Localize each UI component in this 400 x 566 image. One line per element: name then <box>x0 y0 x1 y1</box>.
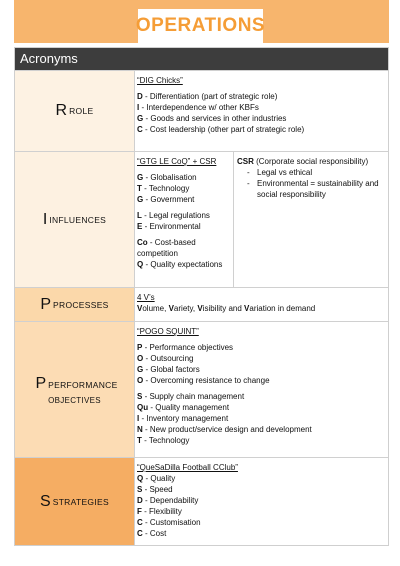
category-performance-objectives <box>15 322 135 457</box>
row-performance-objectives <box>15 321 388 457</box>
row-influences <box>15 151 388 287</box>
role-mnemonic: “DIG Chicks” <box>137 76 183 85</box>
strategies-label: STRATEGIES <box>52 496 109 507</box>
influences-mnemonic: “GTG LE CoQ” + CSR <box>137 157 217 166</box>
processes-line: Volume, Variety, Visibility and Variation in demand <box>137 304 316 313</box>
list-item: G - Government <box>137 195 195 204</box>
list-item: Co - Cost-based competition <box>137 238 196 258</box>
list-item: F - Flexibility <box>137 507 182 516</box>
row-processes <box>15 287 388 321</box>
influences-label: INFLUENCES <box>49 214 107 225</box>
list-item: G - Global factors <box>137 365 200 374</box>
list-item: E - Environmental <box>137 222 201 231</box>
list-item: - Legal vs ethical <box>257 167 387 178</box>
performance-letter: P <box>35 374 47 392</box>
list-item: N - New product/service design and development <box>137 425 312 434</box>
list-item: S - Supply chain management <box>137 392 245 401</box>
list-item: - Environmental = sustainability and social responsibility <box>257 178 387 200</box>
csr-list <box>237 167 387 200</box>
list-item: D - Differentiation (part of strategic role) <box>137 92 278 101</box>
list-item: P - Performance objectives <box>137 343 234 352</box>
performance-label-2: OBJECTIVES <box>48 395 101 405</box>
list-item: C - Customisation <box>137 518 201 527</box>
list-item: Qu - Quality management <box>137 403 230 412</box>
list-item: I - Interdependence w/ other KBFs <box>137 103 259 112</box>
list-item: S - Speed <box>137 485 173 494</box>
role-label: ROLE <box>69 106 94 116</box>
strategies-letter: S <box>40 492 51 510</box>
page-title: OPERATIONS <box>135 15 266 36</box>
row-role <box>15 70 388 151</box>
list-item: T - Technology <box>137 436 190 445</box>
list-item: O - Outsourcing <box>137 354 194 363</box>
performance-mnemonic: “POGO SQUINT” <box>137 327 199 336</box>
influences-divider <box>233 152 234 287</box>
performance-content <box>137 326 384 446</box>
list-item: C - Cost leadership (other part of strategic role) <box>137 125 305 134</box>
list-item: Q - Quality <box>137 474 176 483</box>
list-item: D - Dependability <box>137 496 199 505</box>
list-item: O - Overcoming resistance to change <box>137 376 270 385</box>
performance-label: PERFORMANCE <box>48 379 118 390</box>
strategies-content <box>137 462 384 539</box>
acronyms-heading: Acronyms <box>20 51 78 66</box>
list-item: G - Globalisation <box>137 173 197 182</box>
role-content <box>137 75 384 135</box>
category-strategies <box>15 458 135 545</box>
page-title-box <box>135 9 266 43</box>
list-item: Q - Quality expectations <box>137 260 223 269</box>
row-strategies <box>15 457 388 545</box>
csr-heading: CSR (Corporate social responsibility) <box>237 157 369 166</box>
acronym-table <box>14 47 389 546</box>
influences-letter: I <box>42 210 48 228</box>
processes-label: PROCESSES <box>53 299 109 310</box>
acronyms-header <box>15 48 388 70</box>
list-item: L - Legal regulations <box>137 211 210 220</box>
category-processes <box>15 288 135 321</box>
list-item: C - Cost <box>137 529 167 538</box>
processes-content <box>137 292 384 314</box>
processes-mnemonic: 4 V’s <box>137 293 155 302</box>
list-item: T - Technology <box>137 184 190 193</box>
influences-content <box>137 156 232 270</box>
list-item: I - Inventory management <box>137 414 229 423</box>
strategies-mnemonic: “QueSaDilla Football CClub” <box>137 463 238 472</box>
csr-content <box>237 156 387 200</box>
category-role <box>15 71 135 151</box>
list-item: G - Goods and services in other industries <box>137 114 287 123</box>
role-letter: R <box>55 102 68 119</box>
category-influences <box>15 152 135 287</box>
processes-letter: P <box>40 295 52 313</box>
